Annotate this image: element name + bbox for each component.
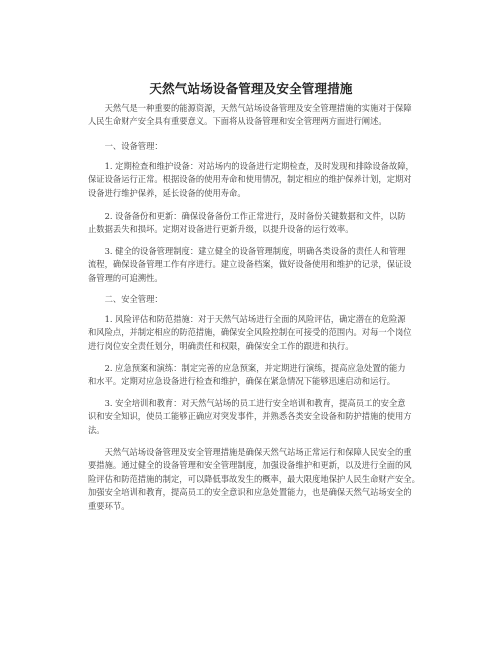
equipment-item-2 <box>88 210 418 237</box>
paragraph-line: 设备进行维护保养，延长设备的使用寿命。 <box>88 187 246 198</box>
equipment-item-3 <box>88 245 418 285</box>
paragraph-line: 1. 定期检查和维护设备：对站场内的设备进行定期检查，及时发现和排除设备故障， <box>88 161 414 171</box>
document-title: 天然气站场设备管理及安全管理措施 <box>149 81 353 96</box>
paragraph-line: 和风险点，并制定相应的防范措施，确保安全风险控制在可接受的范围内。对每一个岗位 <box>88 327 412 338</box>
paragraph-line: 加强安全培训和教育，提高员工的安全意识和应急处置能力，也是确保天然气站场安全的 <box>88 487 412 498</box>
paragraph-line: 流程，确保设备管理工作有序进行。建立设备档案，做好设备使用和维护的记录，保证设 <box>88 259 412 270</box>
paragraph-line: 1. 风险评估和防范措施：对于天然气站场进行全面的风险评估，确定潜在的危险源 <box>88 314 406 324</box>
section-heading-equipment <box>88 140 418 153</box>
paragraph-line: 重要环节。 <box>88 500 130 511</box>
paragraph-line: 保证设备运行正常。根据设备的使用寿命和使用情况，制定相应的维护保养计划，定期对 <box>88 174 412 185</box>
paragraph-line: 和水平。定期对应急设备进行检查和维护，确保在紧急情况下能够迅速启动和运行。 <box>88 376 395 387</box>
paragraph-line: 3. 健全的设备管理制度：建立健全的设备管理制度，明确各类设备的责任人和管理 <box>88 246 406 256</box>
paragraph-line: 2. 设备备份和更新：确保设备备份工作正常进行，及时备份关键数据和文件，以防 <box>88 211 406 221</box>
safety-item-3 <box>88 397 418 437</box>
paragraph-line: 3. 安全培训和教育：对天然气站场的员工进行安全培训和教育，提高员工的安全意 <box>88 398 406 408</box>
paragraph-line: 止数据丢失和损坏。定期对设备进行更新升级，以提升设备的运行效率。 <box>88 224 354 235</box>
conclusion-paragraph <box>88 446 418 513</box>
paragraph-line: 险评估和防范措施的制定，可以降低事故发生的概率，最大限度地保护人民生命财产安全。 <box>88 473 420 484</box>
section-heading-safety <box>88 293 418 306</box>
paragraph-line: 法。 <box>88 424 105 435</box>
section-heading-text: 二、安全管理： <box>88 294 163 304</box>
paragraph-line: 备管理的可追溯性。 <box>88 272 163 283</box>
paragraph-line: 人民生命财产安全具有重要意义。下面将从设备管理和安全管理两方面进行阐述。 <box>88 116 387 127</box>
paragraph-line: 识和安全知识，使员工能够正确应对突发事件，并熟悉各类安全设备和防护措施的使用方 <box>88 411 412 422</box>
equipment-item-1 <box>88 160 418 200</box>
paragraph-line: 进行岗位安全责任划分，明确责任和权限，确保安全工作的跟进和执行。 <box>88 340 354 351</box>
safety-item-2 <box>88 362 418 389</box>
paragraph-line: 天然气站场设备管理及安全管理措施是确保天然气站场正常运行和保障人民安全的重 <box>88 447 412 457</box>
paragraph-line: 要措施。通过健全的设备管理和安全管理制度，加强设备维护和更新，以及进行全面的风 <box>88 460 412 471</box>
safety-item-1 <box>88 313 418 353</box>
paragraph-line: 2. 应急预案和演练：制定完善的应急预案，并定期进行演练，提高应急处置的能力 <box>88 363 406 373</box>
paragraph-line: 天然气是一种重要的能源资源，天然气站场设备管理及安全管理措施的实施对于保障 <box>88 103 412 113</box>
section-heading-text: 一、设备管理： <box>88 141 163 151</box>
intro-paragraph <box>88 102 418 129</box>
